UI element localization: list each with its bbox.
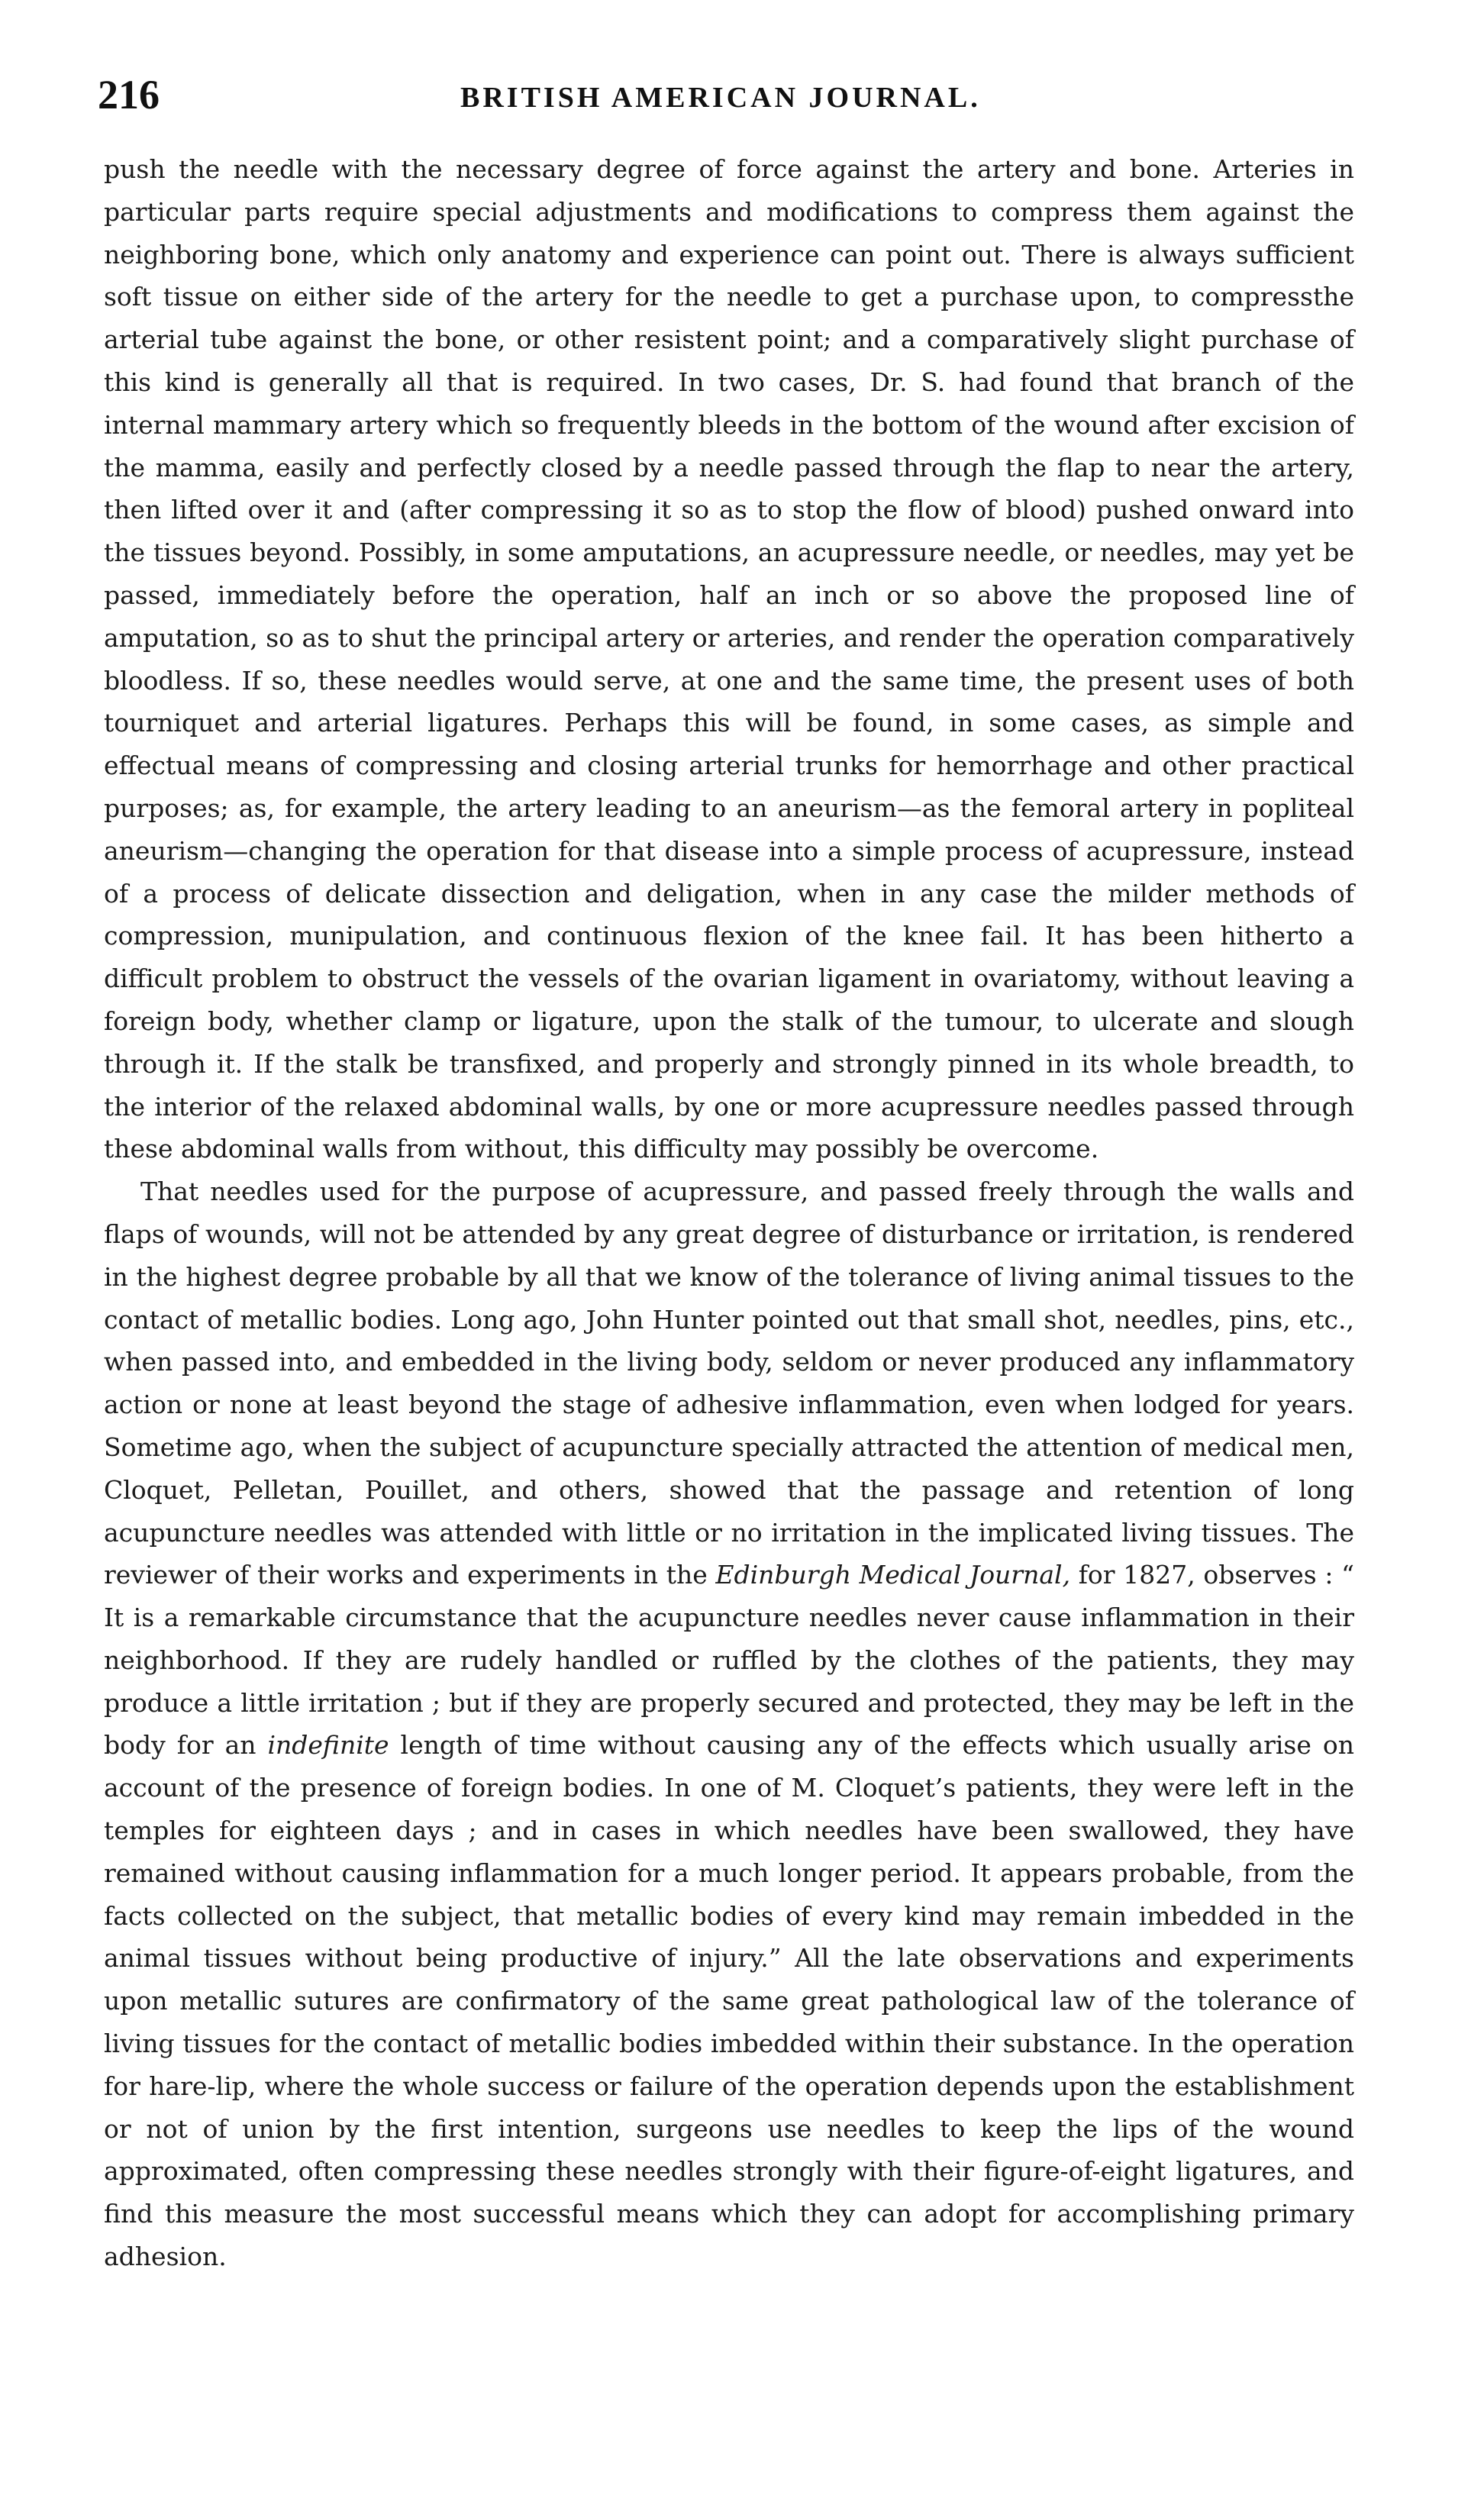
paragraph-2-text-part-2: for 1827, observes : “ It is a remarkable circumstance that the acupuncture needles never cause inflammation in their neighborhood. If they are rudely handled or ruffled by the clothes of the patients, they may produce a little irritation ; but if they are properly secured and protected, they may be left in the body for an: [104, 1560, 1354, 1761]
paragraph-1-text: push the needle with the necessary degree of force against the artery and bone. Arteries in particular parts require special adjustments and modifications to compress them against the neighboring bone, which only anatomy and experience can point out. There is always sufficient soft tissue on either side of the artery for the needle to get a purchase upon, to compressthe arterial tube against the bone, or other resistent point; and a comparatively slight purchase of this kind is generally all that is required. In two cases, Dr. S. had found that branch of the internal mammary artery which so frequently bleeds in the bottom of the wound after excision of the mamma, easily and perfectly closed by a needle passed through the flap to near the artery, then lifted over it and (after compressing it so as to stop the flow of blood) pushed onward into the tissues beyond. Possibly, in some amputations, an acupressure needle, or needles, may yet be passed, immediately before the operation, half an inch or so above the proposed line of amputation, so as to shut the principal artery or arteries, and render the operation comparatively bloodless. If so, these needles would serve, at one and the same time, the present uses of both tourniquet and arterial ligatures. Perhaps this will be found, in some cases, as simple and effectual means of compressing and closing arterial trunks for hemorrhage and other practical purposes; as, for example, the artery leading to an aneurism—as the femoral artery in popliteal aneurism—changing the operation for that disease into a simple process of acupressure, instead of a process of delicate dissection and deligation, when in any case the milder methods of compression, munipulation, and continuous flexion of the knee fail. It has been hitherto a difficult problem to obstruct the vessels of the ovarian ligament in ovariatomy, without leaving a foreign body, whether clamp or ligature, upon the stalk of the tumour, to ulcerate and slough through it. If the stalk be transfixed, and properly and strongly pinned in its whole breadth, to the interior of the relaxed abdominal walls, by one or more acupressure needles passed through these abdominal walls from without, this difficulty may possibly be overcome.: [104, 154, 1354, 1164]
paragraph-2-text-part-1: That needles used for the purpose of acupressure, and passed freely through the walls and flaps of wounds, will not be attended by any great degree of disturbance or irritation, is rendered in the highest degree probable by all that we know of the tolerance of living animal tissues to the contact of metallic bodies. Long ago, John Hunter pointed out that small shot, needles, pins, etc., when passed into, and embedded in the living body, seldom or never produced any inflammatory action or none at least beyond the stage of adhesive inflammation, even when lodged for years. Sometime ago, when the subject of acupuncture specially attracted the attention of medical men, Cloquet, Pelletan, Pouillet, and others, showed that the passage and retention of long acupuncture needles was attended with little or no irritation in the implicated living tissues. The reviewer of their works and experiments in the: [104, 1177, 1354, 1590]
journal-title: BRITISH AMERICAN JOURNAL.: [460, 82, 981, 114]
page-number: 216: [98, 72, 160, 118]
indefinite-italic: indefinite: [267, 1730, 389, 1761]
article-body: [104, 148, 1354, 2278]
paragraph-2-text-part-3: length of time without causing any of the effects which usually arise on account of the presence of foreign bodies. In one of M. Cloquet’s patients, they were left in the temples for eighteen days ; and in cases in which needles have been swallowed, they have remained without causing inflammation for a much longer period. It appears probable, from the facts collected on the subject, that metallic bodies of every kind may remain imbedded in the animal tissues without being productive of injury.” All the late observations and experiments upon metallic sutures are confirmatory of the same great pathological law of the tolerance of living tissues for the contact of metallic bodies imbedded within their substance. In the operation for hare-lip, where the whole success or failure of the operation depends upon the establishment or not of union by the first intention, surgeons use needles to keep the lips of the wound approximated, often compressing these needles strongly with their figure-of-eight ligatures, and find this measure the most successful means which they can adopt for accomplishing primary adhesion.: [104, 1730, 1354, 2272]
running-head: [98, 70, 1365, 124]
journal-name-italic: Edinburgh Medical Journal,: [715, 1560, 1071, 1590]
paragraph-1: [104, 148, 1354, 1170]
paragraph-2: [104, 1170, 1354, 2278]
